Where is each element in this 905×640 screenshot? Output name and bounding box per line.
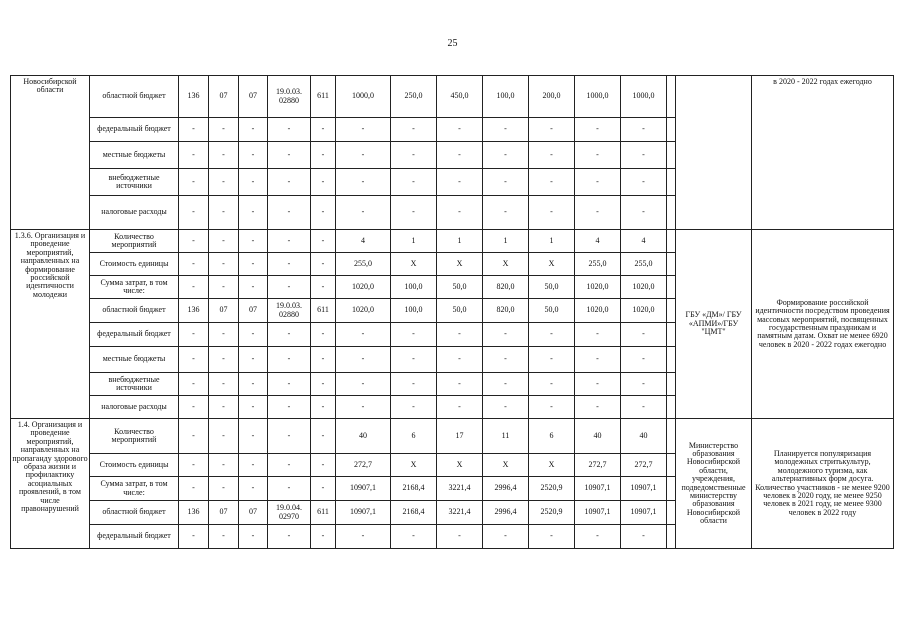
value-cell: 250,0 <box>391 76 437 118</box>
value-cell: - <box>483 396 529 419</box>
value-cell: 40 <box>575 419 621 454</box>
value-cell: 1000,0 <box>621 76 667 118</box>
value-cell: 272,7 <box>621 454 667 477</box>
value-cell: - <box>621 525 667 549</box>
value-cell: - <box>437 323 483 347</box>
value-cell: 1020,0 <box>336 299 391 323</box>
value-cell: - <box>529 142 575 169</box>
gap-cell <box>667 230 676 253</box>
value-cell: - <box>336 323 391 347</box>
value-cell: 1020,0 <box>621 299 667 323</box>
source-label: Сумма затрат, в том числе: <box>90 477 179 501</box>
gap-cell <box>667 299 676 323</box>
value-cell: 10907,1 <box>336 501 391 525</box>
value-cell: 2996,4 <box>483 477 529 501</box>
value-cell: - <box>391 196 437 230</box>
source-label: федеральный бюджет <box>90 118 179 142</box>
code-cell: - <box>209 347 239 373</box>
value-cell: 50,0 <box>437 276 483 299</box>
value-cell: - <box>483 347 529 373</box>
code-cell: 611 <box>311 76 336 118</box>
activity-name: 1.4. Организация и проведение мероприятий, направленных на пропаганду здорового образа жизни и профилактику асоциальных проявлений, в том числе правонарушений <box>11 419 90 549</box>
code-cell: 136 <box>179 501 209 525</box>
value-cell: 272,7 <box>575 454 621 477</box>
source-label: местные бюджеты <box>90 142 179 169</box>
code-cell: - <box>311 373 336 396</box>
value-cell: Х <box>437 454 483 477</box>
code-cell: - <box>209 419 239 454</box>
code-cell: - <box>268 454 311 477</box>
source-label: Количество мероприятий <box>90 419 179 454</box>
table-row <box>11 76 894 118</box>
gap-cell <box>667 118 676 142</box>
value-cell: Х <box>437 253 483 276</box>
gap-cell <box>667 477 676 501</box>
value-cell: 1 <box>483 230 529 253</box>
code-cell: - <box>268 276 311 299</box>
value-cell: - <box>336 118 391 142</box>
gap-cell <box>667 501 676 525</box>
code-cell: - <box>239 373 268 396</box>
code-cell: - <box>179 276 209 299</box>
value-cell: Х <box>529 253 575 276</box>
value-cell: - <box>336 142 391 169</box>
value-cell: 4 <box>336 230 391 253</box>
gap-cell <box>667 169 676 196</box>
value-cell: 6 <box>529 419 575 454</box>
code-cell: 07 <box>209 299 239 323</box>
value-cell: - <box>621 169 667 196</box>
result-cell: Планируется популяризация молодежных стритькультур, молодежного туризма, как альтернативных форм досуга. Количество участников - не менее 9200 человек в 2020 году, не менее 9250 человек в 2021 году, не менее 9300 человек в 2022 году <box>752 419 894 549</box>
code-cell: - <box>268 196 311 230</box>
code-cell: - <box>239 525 268 549</box>
value-cell: - <box>621 323 667 347</box>
code-cell: 19.0.03. 02880 <box>268 76 311 118</box>
code-cell: - <box>179 253 209 276</box>
code-cell: - <box>311 142 336 169</box>
code-cell: - <box>209 230 239 253</box>
value-cell: - <box>529 323 575 347</box>
value-cell: - <box>529 525 575 549</box>
gap-cell <box>667 323 676 347</box>
value-cell: 1000,0 <box>336 76 391 118</box>
code-cell: - <box>268 525 311 549</box>
value-cell: - <box>483 323 529 347</box>
code-cell: - <box>179 454 209 477</box>
code-cell: - <box>239 253 268 276</box>
value-cell: - <box>336 196 391 230</box>
code-cell: - <box>179 169 209 196</box>
value-cell: 2168,4 <box>391 501 437 525</box>
value-cell: - <box>575 169 621 196</box>
value-cell: - <box>529 169 575 196</box>
code-cell: 07 <box>239 76 268 118</box>
value-cell: 1020,0 <box>575 276 621 299</box>
code-cell: - <box>209 323 239 347</box>
value-cell: - <box>391 373 437 396</box>
code-cell: - <box>209 477 239 501</box>
code-cell: - <box>268 419 311 454</box>
code-cell: - <box>311 525 336 549</box>
code-cell: - <box>311 276 336 299</box>
code-cell: - <box>311 477 336 501</box>
executor-cell: Министерство образования Новосибирской области, учреждения, подведомственные министерству образования Новосибирской области <box>676 419 752 549</box>
code-cell: - <box>179 347 209 373</box>
value-cell: - <box>575 396 621 419</box>
value-cell: - <box>575 196 621 230</box>
code-cell: - <box>209 276 239 299</box>
code-cell: 07 <box>239 299 268 323</box>
value-cell: 10907,1 <box>621 501 667 525</box>
code-cell: - <box>311 454 336 477</box>
value-cell: - <box>437 169 483 196</box>
value-cell: 100,0 <box>391 276 437 299</box>
code-cell: - <box>311 347 336 373</box>
code-cell: - <box>268 230 311 253</box>
code-cell: - <box>311 419 336 454</box>
code-cell: - <box>268 396 311 419</box>
code-cell: - <box>311 169 336 196</box>
value-cell: 2168,4 <box>391 477 437 501</box>
code-cell: - <box>268 373 311 396</box>
activity-name: Новосибирской области <box>11 76 90 230</box>
code-cell: - <box>311 396 336 419</box>
gap-cell <box>667 454 676 477</box>
gap-cell <box>667 347 676 373</box>
value-cell: - <box>483 196 529 230</box>
value-cell: - <box>483 525 529 549</box>
value-cell: 1 <box>391 230 437 253</box>
code-cell: - <box>209 253 239 276</box>
code-cell: 07 <box>209 501 239 525</box>
value-cell: - <box>391 118 437 142</box>
table-body <box>11 76 894 549</box>
code-cell: 611 <box>311 299 336 323</box>
program-table <box>10 75 894 549</box>
value-cell: - <box>483 118 529 142</box>
value-cell: 200,0 <box>529 76 575 118</box>
code-cell: 611 <box>311 501 336 525</box>
code-cell: - <box>179 477 209 501</box>
code-cell: - <box>311 196 336 230</box>
value-cell: 50,0 <box>437 299 483 323</box>
code-cell: - <box>179 118 209 142</box>
value-cell: - <box>529 118 575 142</box>
code-cell: - <box>268 118 311 142</box>
code-cell: - <box>209 454 239 477</box>
source-label: Стоимость единицы <box>90 253 179 276</box>
code-cell: 136 <box>179 299 209 323</box>
code-cell: - <box>209 196 239 230</box>
value-cell: 6 <box>391 419 437 454</box>
value-cell: 450,0 <box>437 76 483 118</box>
code-cell: - <box>209 142 239 169</box>
gap-cell <box>667 196 676 230</box>
code-cell: - <box>311 118 336 142</box>
source-label: внебюджетные источники <box>90 373 179 396</box>
value-cell: Х <box>483 253 529 276</box>
gap-cell <box>667 253 676 276</box>
value-cell: 50,0 <box>529 276 575 299</box>
code-cell: - <box>239 169 268 196</box>
value-cell: - <box>391 396 437 419</box>
code-cell: - <box>179 230 209 253</box>
value-cell: - <box>575 373 621 396</box>
value-cell: - <box>621 396 667 419</box>
gap-cell <box>667 276 676 299</box>
value-cell: 4 <box>575 230 621 253</box>
value-cell: - <box>391 169 437 196</box>
value-cell: 2520,9 <box>529 477 575 501</box>
value-cell: - <box>483 169 529 196</box>
code-cell: - <box>209 169 239 196</box>
source-label: Сумма затрат, в том числе: <box>90 276 179 299</box>
code-cell: - <box>209 118 239 142</box>
value-cell: - <box>437 347 483 373</box>
code-cell: 07 <box>239 501 268 525</box>
value-cell: 3221,4 <box>437 501 483 525</box>
value-cell: 2520,9 <box>529 501 575 525</box>
executor-cell <box>676 76 752 230</box>
value-cell: - <box>575 525 621 549</box>
code-cell: - <box>239 477 268 501</box>
code-cell: - <box>268 347 311 373</box>
value-cell: - <box>391 347 437 373</box>
code-cell: - <box>239 142 268 169</box>
value-cell: - <box>575 323 621 347</box>
value-cell: - <box>437 142 483 169</box>
gap-cell <box>667 525 676 549</box>
value-cell: - <box>529 347 575 373</box>
value-cell: - <box>437 396 483 419</box>
code-cell: - <box>179 323 209 347</box>
executor-cell: ГБУ «ДМ»/ ГБУ «АПМИ»/ГБУ "ЦМТ" <box>676 230 752 419</box>
value-cell: 1020,0 <box>621 276 667 299</box>
table-row <box>11 230 894 253</box>
code-cell: - <box>179 373 209 396</box>
value-cell: - <box>483 373 529 396</box>
value-cell: 272,7 <box>336 454 391 477</box>
value-cell: - <box>483 142 529 169</box>
source-label: налоговые расходы <box>90 396 179 419</box>
value-cell: - <box>529 196 575 230</box>
source-label: областной бюджет <box>90 76 179 118</box>
code-cell: - <box>268 169 311 196</box>
value-cell: Х <box>391 454 437 477</box>
value-cell: - <box>529 396 575 419</box>
value-cell: 11 <box>483 419 529 454</box>
value-cell: 40 <box>621 419 667 454</box>
value-cell: 1020,0 <box>336 276 391 299</box>
value-cell: 3221,4 <box>437 477 483 501</box>
value-cell: - <box>621 373 667 396</box>
source-label: Стоимость единицы <box>90 454 179 477</box>
value-cell: Х <box>391 253 437 276</box>
value-cell: 4 <box>621 230 667 253</box>
value-cell: - <box>336 373 391 396</box>
code-cell: - <box>179 525 209 549</box>
code-cell: - <box>209 373 239 396</box>
value-cell: - <box>575 347 621 373</box>
value-cell: 1 <box>529 230 575 253</box>
value-cell: 255,0 <box>336 253 391 276</box>
value-cell: - <box>437 118 483 142</box>
gap-cell <box>667 142 676 169</box>
value-cell: - <box>437 525 483 549</box>
value-cell: 50,0 <box>529 299 575 323</box>
page-number: 25 <box>447 38 458 49</box>
code-cell: - <box>311 230 336 253</box>
value-cell: - <box>621 118 667 142</box>
source-label: федеральный бюджет <box>90 323 179 347</box>
value-cell: 1000,0 <box>575 76 621 118</box>
code-cell: - <box>239 419 268 454</box>
value-cell: 100,0 <box>483 76 529 118</box>
value-cell: 820,0 <box>483 299 529 323</box>
code-cell: - <box>268 477 311 501</box>
value-cell: - <box>621 196 667 230</box>
code-cell: 136 <box>179 76 209 118</box>
code-cell: 19.0.04. 02970 <box>268 501 311 525</box>
value-cell: - <box>336 169 391 196</box>
code-cell: - <box>239 230 268 253</box>
code-cell: - <box>179 142 209 169</box>
value-cell: 2996,4 <box>483 501 529 525</box>
value-cell: 820,0 <box>483 276 529 299</box>
value-cell: 17 <box>437 419 483 454</box>
code-cell: - <box>239 396 268 419</box>
value-cell: - <box>391 323 437 347</box>
result-cell: Формирование российской идентичности посредством проведения массовых мероприятий, посвященных государственным праздникам и памятным датам. Охват не менее 6920 человек в 2020 - 2022 годах ежегодно <box>752 230 894 419</box>
gap-cell <box>667 419 676 454</box>
code-cell: - <box>311 253 336 276</box>
code-cell: - <box>209 525 239 549</box>
code-cell: - <box>209 396 239 419</box>
source-label: областной бюджет <box>90 299 179 323</box>
value-cell: 1 <box>437 230 483 253</box>
value-cell: 10907,1 <box>336 477 391 501</box>
code-cell: - <box>311 323 336 347</box>
code-cell: - <box>239 118 268 142</box>
gap-cell <box>667 396 676 419</box>
value-cell: 40 <box>336 419 391 454</box>
source-label: внебюджетные источники <box>90 169 179 196</box>
gap-cell <box>667 76 676 118</box>
value-cell: Х <box>529 454 575 477</box>
code-cell: - <box>239 196 268 230</box>
value-cell: - <box>575 118 621 142</box>
code-cell: 19.0.03. 02880 <box>268 299 311 323</box>
value-cell: Х <box>483 454 529 477</box>
code-cell: - <box>268 253 311 276</box>
result-cell: в 2020 - 2022 годах ежегодно <box>752 76 894 230</box>
value-cell: 255,0 <box>575 253 621 276</box>
source-label: налоговые расходы <box>90 196 179 230</box>
value-cell: 255,0 <box>621 253 667 276</box>
value-cell: - <box>575 142 621 169</box>
code-cell: - <box>268 142 311 169</box>
source-label: местные бюджеты <box>90 347 179 373</box>
table-row <box>11 419 894 454</box>
source-label: Количество мероприятий <box>90 230 179 253</box>
value-cell: 10907,1 <box>575 501 621 525</box>
value-cell: 100,0 <box>391 299 437 323</box>
source-label: областной бюджет <box>90 501 179 525</box>
value-cell: - <box>336 347 391 373</box>
code-cell: - <box>239 323 268 347</box>
code-cell: - <box>179 396 209 419</box>
value-cell: - <box>336 396 391 419</box>
code-cell: - <box>179 419 209 454</box>
value-cell: - <box>621 142 667 169</box>
value-cell: - <box>621 347 667 373</box>
value-cell: - <box>529 373 575 396</box>
code-cell: - <box>268 323 311 347</box>
code-cell: - <box>239 454 268 477</box>
value-cell: 10907,1 <box>621 477 667 501</box>
value-cell: - <box>336 525 391 549</box>
value-cell: - <box>391 525 437 549</box>
code-cell: - <box>179 196 209 230</box>
source-label: федеральный бюджет <box>90 525 179 549</box>
value-cell: - <box>437 196 483 230</box>
value-cell: 1020,0 <box>575 299 621 323</box>
activity-name: 1.3.6. Организация и проведение мероприятий, направленных на формирование российской идентичности молодежи <box>11 230 90 419</box>
code-cell: - <box>239 276 268 299</box>
gap-cell <box>667 373 676 396</box>
value-cell: - <box>437 373 483 396</box>
value-cell: 10907,1 <box>575 477 621 501</box>
code-cell: 07 <box>209 76 239 118</box>
code-cell: - <box>239 347 268 373</box>
value-cell: - <box>391 142 437 169</box>
